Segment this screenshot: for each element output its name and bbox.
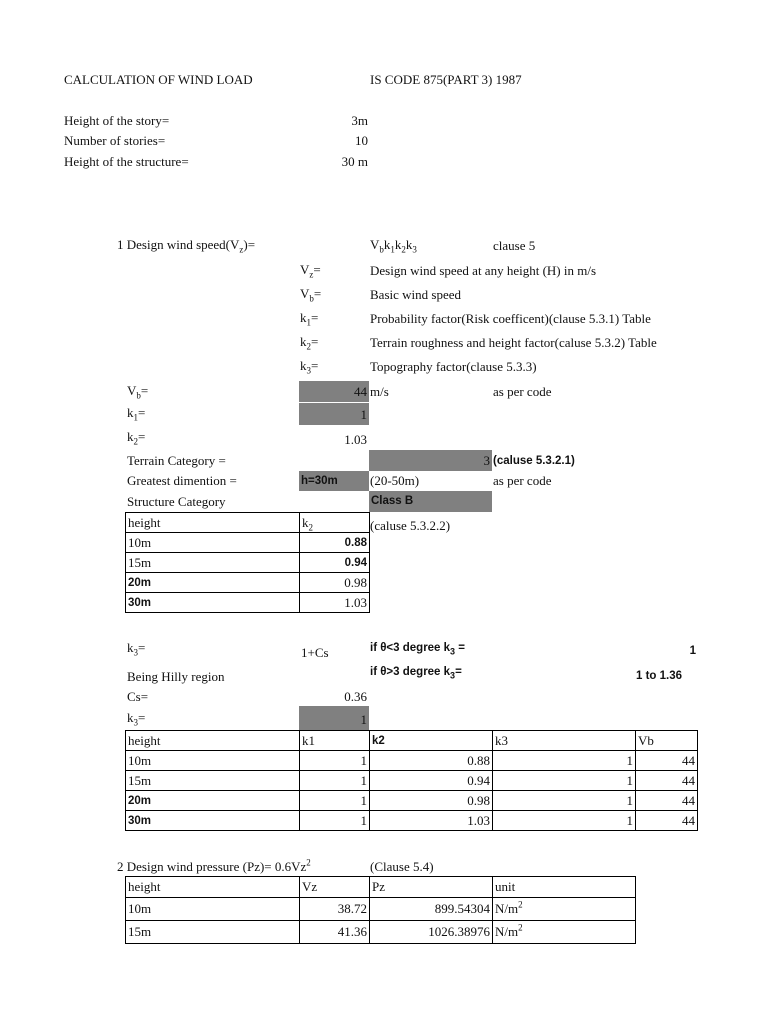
table-row — [126, 771, 698, 791]
section2-clause: (Clause 5.4) — [370, 859, 434, 874]
cell-k2: 0.88 — [370, 751, 493, 771]
num-stories-value: 10 — [355, 133, 368, 148]
k3-label: $k_3=$ — [127, 710, 146, 728]
structure-height-value: 30 m — [341, 154, 368, 169]
k2-table — [125, 512, 370, 613]
cell-height: 10m — [126, 751, 300, 771]
cell-unit: $N/m^2$ — [493, 898, 636, 921]
def-k1-symbol: $k_1=$ — [300, 310, 319, 328]
story-height-value: 3m — [351, 113, 368, 128]
cell-height: 20m — [126, 573, 300, 593]
greatest-range: (20-50m) — [370, 473, 420, 488]
cell-vb: 44 — [636, 791, 698, 811]
header-height: height — [126, 877, 300, 898]
table-row — [126, 553, 370, 573]
k2-table-clause: (caluse 5.3.2.2) — [370, 518, 451, 533]
header-height: height — [126, 513, 300, 533]
table-row — [126, 573, 370, 593]
cell-vb: 44 — [636, 751, 698, 771]
section1-title: Design wind $speed(V_z)=$ — [126, 237, 256, 255]
k1-label: $k_1=$ — [127, 405, 146, 423]
cs-value: 0.36 — [344, 689, 367, 704]
k1-value: 1 — [360, 407, 367, 422]
structure-category-value: Class B — [371, 495, 414, 507]
table-row — [126, 921, 636, 944]
table-row — [126, 877, 636, 898]
terrain-value: 3 — [483, 453, 490, 468]
k3-condition-1: if θ<3 degree $k_3$ = — [370, 642, 465, 657]
def-vz-symbol: $V_z=$ — [300, 262, 321, 280]
design-speed-formula: $V_bk_1k_2k_3$ — [370, 237, 417, 255]
header-unit: unit — [493, 877, 636, 898]
hilly-region-label: Being Hilly region — [127, 669, 225, 684]
header-vb: Vb — [636, 731, 698, 751]
cell-height: 10m — [126, 533, 300, 553]
section2-number: 2 — [117, 859, 124, 874]
def-vz-desc: Design wind speed at any height (H) in m/s — [370, 263, 597, 278]
cell-height: 15m — [126, 553, 300, 573]
cell-k2: 0.94 — [370, 771, 493, 791]
cell-height: 10m — [126, 898, 300, 921]
structure-height-label: Height of the structure= — [64, 154, 189, 169]
def-k3-symbol: $k_3=$ — [300, 358, 319, 376]
section2-title: Design wind pressure $(Pz)= 0.6Vz^2$ — [126, 857, 311, 874]
cell-height: 15m — [126, 921, 300, 944]
header-k3: k3 — [493, 731, 636, 751]
header-k2: k2 — [370, 731, 493, 751]
def-vb-symbol: $V_b=$ — [300, 286, 322, 304]
table-row — [126, 593, 370, 613]
header-k1: k1 — [300, 731, 370, 751]
cell-k1: 1 — [300, 811, 370, 831]
cell-vb: 44 — [636, 811, 698, 831]
greatest-value: h=30m — [301, 475, 338, 487]
vb-value: 44 — [354, 384, 367, 399]
cell-pz: 899.54304 — [370, 898, 493, 921]
def-k2-symbol: $k_2=$ — [300, 334, 319, 352]
cell-height: 30m — [126, 593, 300, 613]
cell-k3: 1 — [493, 751, 636, 771]
code-reference: IS CODE 875(PART 3) 1987 — [370, 72, 522, 87]
table-row — [126, 513, 370, 533]
cell-vz: 41.36 — [300, 921, 370, 944]
num-stories-label: Number of stories= — [64, 133, 166, 148]
cell-vz: 38.72 — [300, 898, 370, 921]
terrain-clause: (caluse 5.3.2.1) — [493, 455, 575, 467]
pressure-table — [125, 876, 636, 944]
def-vb-desc: Basic wind speed — [370, 287, 461, 302]
terrain-label: Terrain Category = — [127, 453, 226, 468]
k2-label: $k_2=$ — [127, 429, 146, 447]
def-k1-desc: Probability factor(Risk coefficent)(clause 5.3.1) Table — [370, 311, 651, 326]
header-pz: Pz — [370, 877, 493, 898]
k3-value: 1 — [360, 712, 367, 727]
table-row — [126, 811, 698, 831]
cell-k3: 1 — [493, 771, 636, 791]
vb-note: as per code — [493, 384, 552, 399]
section1-heading — [117, 237, 255, 253]
cs-label: Cs= — [127, 689, 149, 704]
header-k2: $k_2$ — [300, 513, 370, 533]
section2-heading — [117, 859, 311, 875]
def-k2-desc: Terrain roughness and height factor(caluse 5.3.2) Table — [370, 335, 657, 350]
header-height: height — [126, 731, 300, 751]
k3-formula-label: $k_3=$ — [127, 640, 146, 658]
header-vz: Vz — [300, 877, 370, 898]
factors-table — [125, 730, 698, 831]
cell-k2: 0.88 — [300, 533, 370, 553]
k3-condition-1-value: 1 — [689, 645, 696, 657]
k3-formula: 1+Cs — [301, 645, 329, 660]
section1-number: 1 — [117, 237, 124, 252]
cell-k1: 1 — [300, 751, 370, 771]
cell-k2: 0.98 — [370, 791, 493, 811]
story-height-label: Height of the story= — [64, 113, 170, 128]
cell-k1: 1 — [300, 791, 370, 811]
k3-condition-2-value: 1 to 1.36 — [636, 670, 683, 682]
cell-height: 15m — [126, 771, 300, 791]
greatest-label: Greatest dimention = — [127, 473, 237, 488]
table-row — [126, 533, 370, 553]
structure-category-label: Structure Category — [127, 494, 226, 509]
cell-k2: 0.94 — [300, 553, 370, 573]
vb-unit: m/s — [370, 384, 389, 399]
table-row — [126, 898, 636, 921]
cell-k2: 1.03 — [370, 811, 493, 831]
table-row — [126, 731, 698, 751]
k3-condition-2: if θ>3 degree $k_3=$ — [370, 666, 462, 681]
vb-label: $V_b=$ — [127, 383, 149, 401]
cell-k2: 0.98 — [300, 573, 370, 593]
greatest-note: as per code — [493, 473, 552, 488]
k2-value: 1.03 — [344, 432, 367, 447]
page-title: CALCULATION OF WIND LOAD — [64, 72, 253, 87]
cell-k3: 1 — [493, 791, 636, 811]
def-k3-desc: Topography factor(clause 5.3.3) — [370, 359, 537, 374]
cell-k3: 1 — [493, 811, 636, 831]
cell-k1: 1 — [300, 771, 370, 791]
cell-unit: $N/m^2$ — [493, 921, 636, 944]
cell-height: 30m — [126, 811, 300, 831]
cell-height: 20m — [126, 791, 300, 811]
cell-vb: 44 — [636, 771, 698, 791]
cell-k2: 1.03 — [300, 593, 370, 613]
table-row — [126, 791, 698, 811]
cell-pz: 1026.38976 — [370, 921, 493, 944]
design-speed-clause: clause 5 — [493, 238, 536, 253]
table-row — [126, 751, 698, 771]
